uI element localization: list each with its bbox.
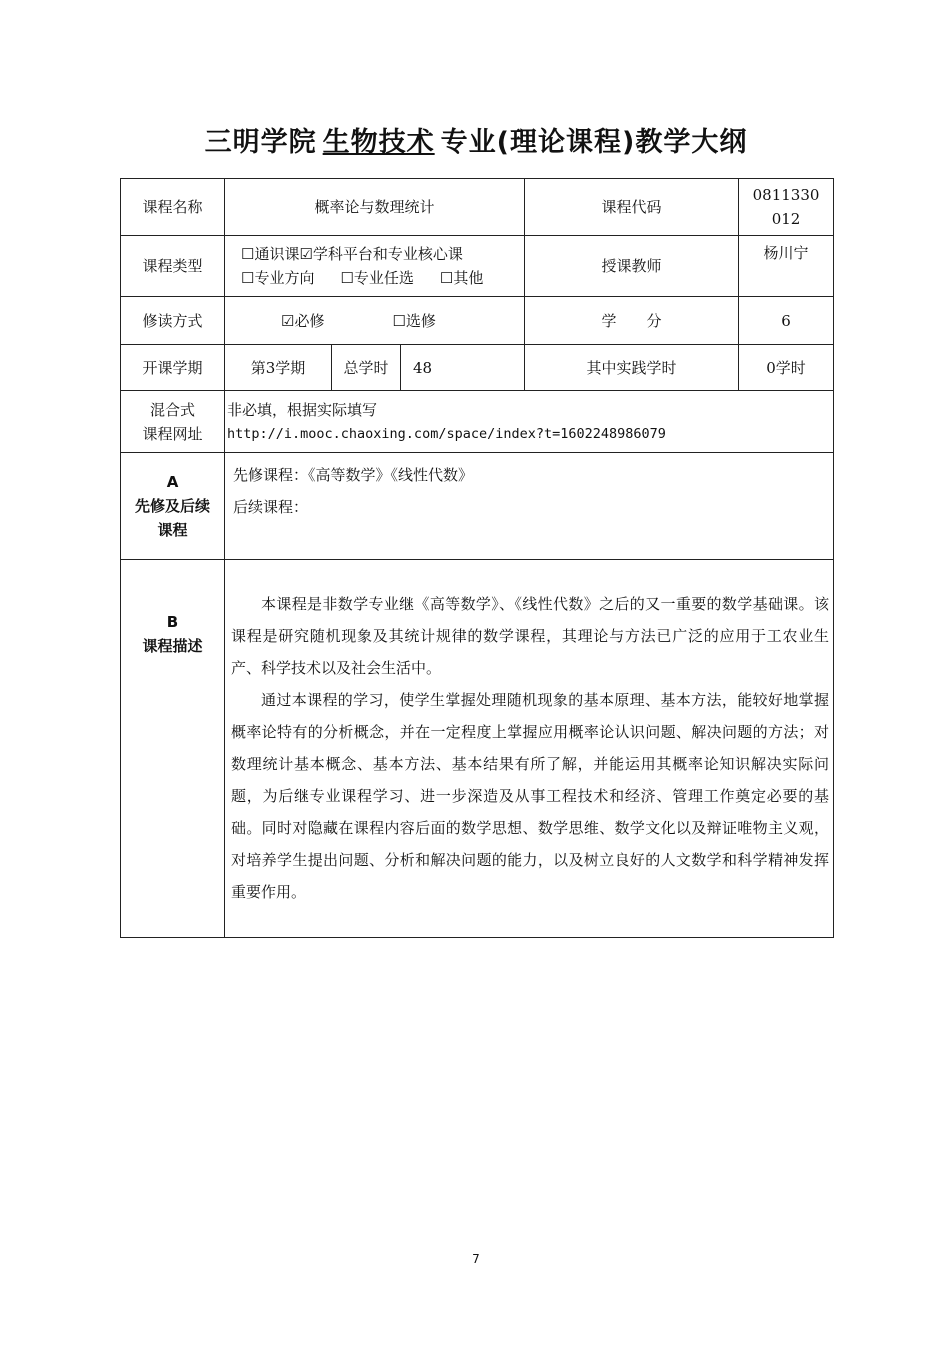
course-url-label-line1: 混合式 <box>149 400 195 419</box>
total-hours-value: 48 <box>401 345 525 391</box>
row-course-name <box>121 179 834 236</box>
type-general-checkbox[interactable]: ☐通识课 <box>241 245 300 263</box>
section-a-header <box>121 453 225 560</box>
section-a-content <box>225 453 834 560</box>
section-a-title-line2: 课程 <box>157 521 188 539</box>
semester-value: 第3学期 <box>225 345 332 391</box>
section-b-letter: B <box>166 613 179 631</box>
type-elective-checkbox[interactable]: ☐专业任选 <box>340 269 414 287</box>
section-b-title: 课程描述 <box>142 637 203 655</box>
description-paragraph-1: 本课程是非数学专业继《高等数学》、《线性代数》之后的又一重要的数学基础课。该课程是研究随机现象及其统计规律的数学课程，其理论与方法已广泛的应用于工农业生产、科学技术以及社会生活中。 <box>231 595 830 677</box>
row-section-a <box>121 453 834 560</box>
page-number: 7 <box>472 1252 480 1266</box>
title-school: 三明学院 <box>204 127 317 158</box>
teacher-name: 杨川宁 <box>739 236 834 297</box>
followup-courses: 后续课程： <box>233 498 309 516</box>
practice-hours-label: 其中实践学时 <box>525 345 739 391</box>
row-section-b <box>121 560 834 938</box>
course-type-label: 课程类型 <box>121 236 225 297</box>
course-code-line1: 0811330 <box>752 186 820 204</box>
course-code-label: 课程代码 <box>525 179 739 236</box>
type-other-checkbox[interactable]: ☐其他 <box>439 269 484 287</box>
type-direction-checkbox[interactable]: ☐专业方向 <box>241 269 315 287</box>
credit-label: 学 分 <box>525 297 739 345</box>
semester-label: 开课学期 <box>121 345 225 391</box>
title-suffix: 专业(理论课程)教学大纲 <box>440 127 748 158</box>
page-title <box>0 120 952 159</box>
prerequisite-courses: 先修课程：《高等数学》《线性代数》 <box>233 466 474 484</box>
course-code-line2: 012 <box>771 210 801 228</box>
course-code <box>739 179 834 236</box>
row-course-url <box>121 391 834 453</box>
course-url-label <box>121 391 225 453</box>
section-a-title-line1: 先修及后续 <box>134 497 210 515</box>
course-type-options <box>225 236 525 297</box>
type-core-checkbox[interactable]: ☑学科平台和专业核心课 <box>299 245 463 263</box>
section-b-header <box>121 560 225 938</box>
row-study-mode <box>121 297 834 345</box>
title-major: 生物技术 <box>322 127 435 158</box>
study-mode-label: 修读方式 <box>121 297 225 345</box>
teacher-label: 授课教师 <box>525 236 739 297</box>
course-description <box>225 560 834 938</box>
syllabus-table <box>120 178 834 938</box>
course-name-label: 课程名称 <box>121 179 225 236</box>
mode-required-checkbox[interactable]: ☑必修 <box>281 311 325 330</box>
course-name: 概率论与数理统计 <box>225 179 525 236</box>
credit-value: 6 <box>739 297 834 345</box>
course-url-label-line2: 课程网址 <box>142 424 203 443</box>
row-semester <box>121 345 834 391</box>
practice-hours-value: 0学时 <box>739 345 834 391</box>
section-a-letter: A <box>166 473 179 491</box>
course-url-cell <box>225 391 834 453</box>
course-url-link[interactable]: http://i.mooc.chaoxing.com/space/index?t=1602248986079 <box>227 425 666 442</box>
total-hours-label: 总学时 <box>332 345 401 391</box>
description-paragraph-2: 通过本课程的学习，使学生掌握处理随机现象的基本原理、基本方法，能较好地掌握概率论特有的分析概念，并在一定程度上掌握应用概率论认识问题、解决问题的方法；对数理统计基本概念、基本方法、基本结果有所了解，并能运用其概率论知识解决实际问题，为后继专业课程学习、进一步深造及从事工程技术和经济、管理工作奠定必要的基础。同时对隐藏在课程内容后面的数学思想、数学思维、数学文化以及辩证唯物主义观，对培养学生提出问题、分析和解决问题的能力，以及树立良好的人文数学和科学精神发挥重要作用。 <box>231 691 830 901</box>
course-url-note: 非必填，根据实际填写 <box>227 400 378 419</box>
mode-elective-checkbox[interactable]: ☐选修 <box>392 311 436 330</box>
study-mode-options <box>225 297 525 345</box>
row-course-type <box>121 236 834 297</box>
